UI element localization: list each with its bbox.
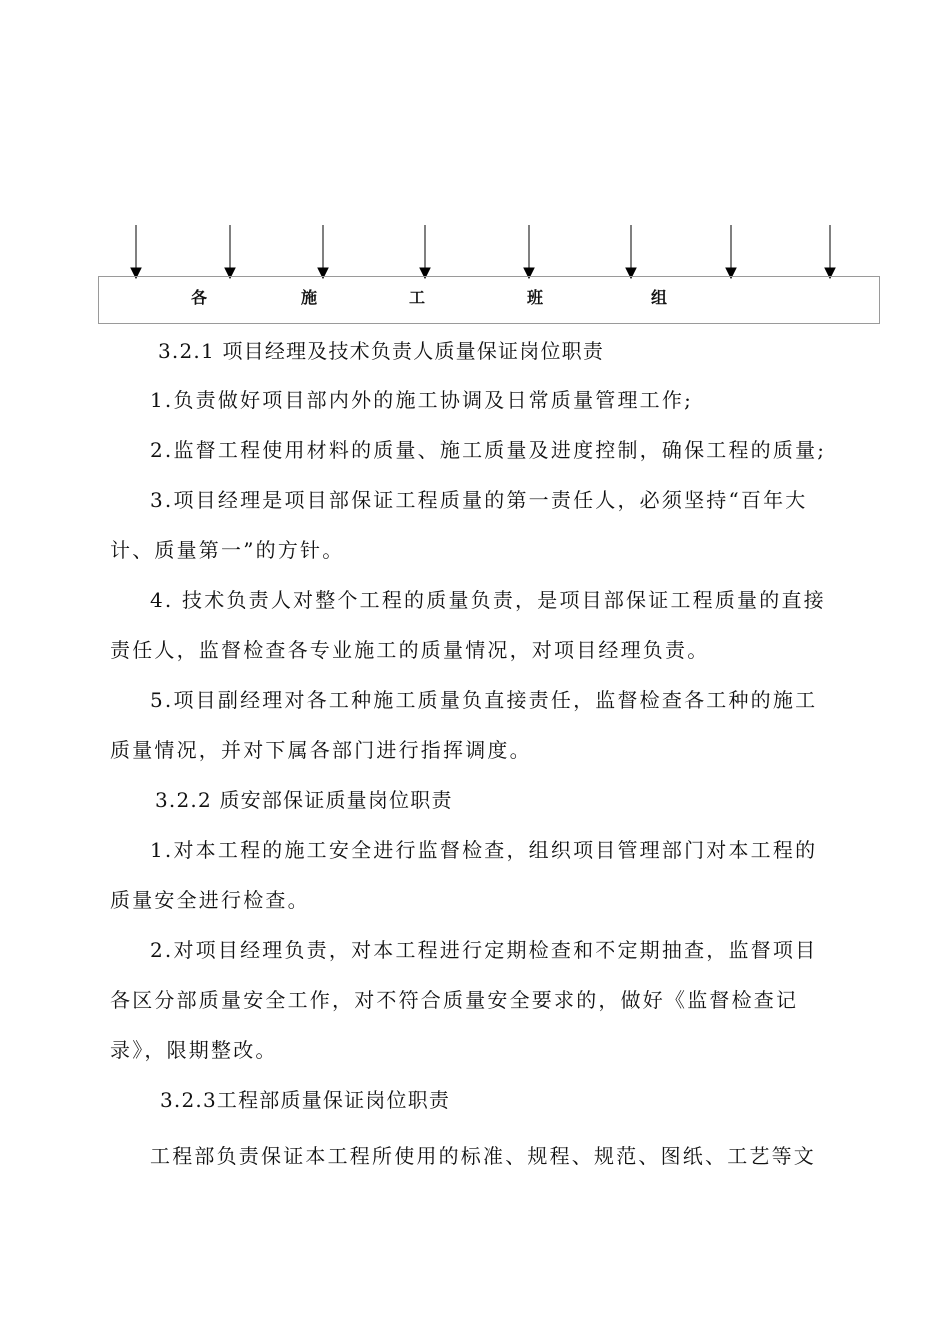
section-heading-3-2-3: 3.2.3工程部质量保证岗位职责 (160, 1088, 451, 1112)
paragraph-q2-line-3: 录》，限期整改。 (110, 1038, 278, 1062)
paragraph-3-line-2: 计、质量第一”的方针。 (110, 538, 345, 562)
paragraph-5-line-2: 质量情况，并对下属各部门进行指挥调度。 (110, 738, 532, 762)
team-char-4: 班 (527, 288, 544, 307)
paragraph-q1-line-1: 1.对本工程的施工安全进行监督检查，组织项目管理部门对本工程的 (150, 838, 818, 862)
paragraph-q2-line-2: 各区分部质量安全工作，对不符合质量安全要求的，做好《监督检查记 (110, 988, 799, 1012)
paragraph-4-line-2: 责任人，监督检查各专业施工的质量情况，对项目经理负责。 (110, 638, 710, 662)
team-char-5: 组 (651, 288, 668, 307)
paragraph-3-line-1: 3.项目经理是项目部保证工程质量的第一责任人，必须坚持“百年大 (150, 488, 808, 512)
team-char-1: 各 (191, 288, 208, 307)
construction-teams-box (98, 276, 880, 324)
paragraph-5-line-1: 5.项目副经理对各工种施工质量负直接责任，监督检查各工种的施工 (150, 688, 818, 712)
paragraph-4-line-1: 4. 技术负责人对整个工程的质量负责，是项目部保证工程质量的直接 (150, 588, 826, 612)
paragraph-1: 1.负责做好项目部内外的施工协调及日常质量管理工作; (150, 388, 694, 412)
paragraph-q2-line-1: 2.对项目经理负责，对本工程进行定期检查和不定期抽查，监督项目 (150, 938, 818, 962)
paragraph-2: 2.监督工程使用材料的质量、施工质量及进度控制，确保工程的质量; (150, 438, 827, 462)
paragraph-q1-line-2: 质量安全进行检查。 (110, 888, 310, 912)
section-heading-3-2-2: 3.2.2 质安部保证质量岗位职责 (155, 788, 453, 812)
team-char-3: 工 (409, 288, 426, 307)
section-heading-3-2-1: 3.2.1 项目经理及技术负责人质量保证岗位职责 (158, 339, 605, 363)
team-char-2: 施 (301, 288, 318, 307)
org-chart-arrows (0, 0, 950, 290)
paragraph-r1-line-1: 工程部负责保证本工程所使用的标准、规程、规范、图纸、工艺等文 (150, 1144, 816, 1168)
